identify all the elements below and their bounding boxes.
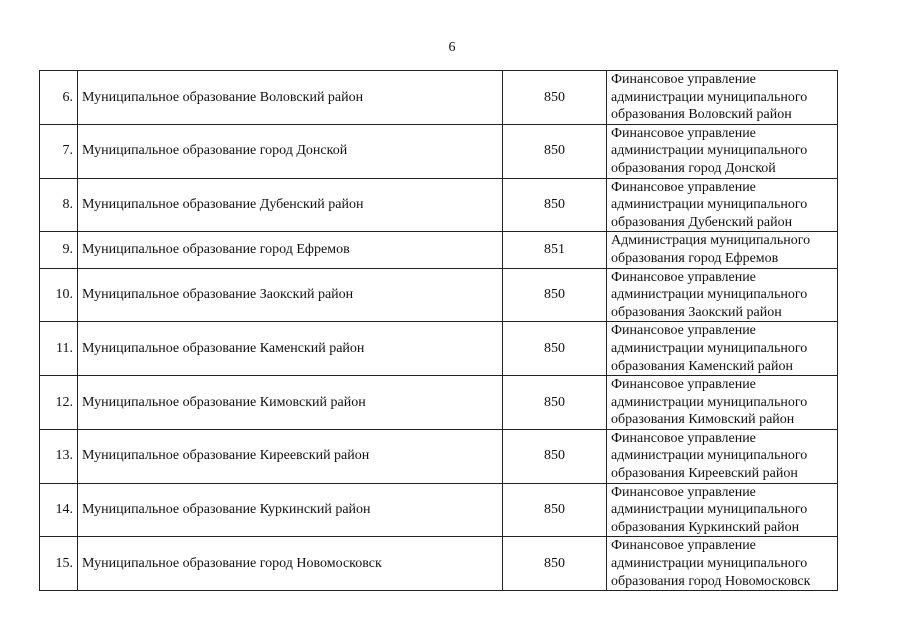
organization-line: образования город Новомосковск [611,573,811,589]
table-row [40,124,838,178]
table-body [40,71,838,591]
organization-line: администрации муниципального [611,197,808,213]
administrator-code: 850 [503,124,607,178]
row-number: 10. [40,268,78,322]
row-number: 11. [40,322,78,376]
administrator-code: 850 [503,483,607,537]
municipality-name: Муниципальное образование Каменский район [78,322,503,376]
organization-line: администрации муниципального [611,340,808,356]
organization-line: Финансовое управление [611,430,756,446]
administrator-code: 850 [503,71,607,125]
organization-line: Администрация муниципального [611,233,811,249]
organization-line: образования Заокский район [611,304,782,320]
page-number: 6 [448,40,456,55]
administrator-code: 850 [503,322,607,376]
administrator-organization [607,71,838,125]
organization-line: администрации муниципального [611,143,808,159]
administrator-code: 850 [503,178,607,232]
table-row [40,268,838,322]
table-row [40,71,838,125]
administrator-organization [607,376,838,430]
municipality-name: Муниципальное образование Куркинский район [78,483,503,537]
organization-line: образования город Донской [611,160,776,176]
municipality-name: Муниципальное образование Кимовский район [78,376,503,430]
organization-line: Финансовое управление [611,179,756,195]
organization-line: администрации муниципального [611,448,808,464]
organization-line: администрации муниципального [611,394,808,410]
organization-line: Финансовое управление [611,269,756,285]
organization-line: администрации муниципального [611,287,808,303]
organization-line: образования Дубенский район [611,214,793,230]
organization-line: Финансовое управление [611,538,756,554]
administrator-organization [607,429,838,483]
organization-line: образования Каменский район [611,358,793,374]
administrator-code: 850 [503,376,607,430]
row-number: 6. [40,71,78,125]
organization-line: Финансовое управление [611,377,756,393]
organization-line: администрации муниципального [611,502,808,518]
administrator-organization [607,537,838,591]
organization-line: Финансовое управление [611,484,756,500]
administrator-organization [607,232,838,268]
organization-line: администрации муниципального [611,556,808,572]
table-row [40,429,838,483]
organization-line: образования Киреевский район [611,466,798,482]
organization-line: Финансовое управление [611,72,756,87]
administrator-code: 850 [503,429,607,483]
administrator-organization [607,322,838,376]
row-number: 7. [40,124,78,178]
municipality-name: Муниципальное образование Дубенский район [78,178,503,232]
row-number: 12. [40,376,78,430]
row-number: 8. [40,178,78,232]
row-number: 14. [40,483,78,537]
organization-line: образования Воловский район [611,107,792,123]
organization-line: образования Куркинский район [611,519,800,535]
table-row [40,232,838,268]
organization-line: администрации муниципального [611,89,808,105]
organization-line: образования Кимовский район [611,412,795,428]
administrator-organization [607,124,838,178]
organization-line: Финансовое управление [611,323,756,339]
administrator-code: 851 [503,232,607,268]
table-row [40,537,838,591]
administrator-code: 850 [503,537,607,591]
row-number: 13. [40,429,78,483]
municipality-name: Муниципальное образование Воловский район [78,71,503,125]
municipalities-table [39,70,838,591]
administrator-code: 850 [503,268,607,322]
municipality-name: Муниципальное образование Киреевский район [78,429,503,483]
municipality-name: Муниципальное образование город Ефремов [78,232,503,268]
administrator-organization [607,268,838,322]
table-row [40,483,838,537]
administrator-organization [607,483,838,537]
table-row [40,322,838,376]
table-row [40,178,838,232]
row-number: 9. [40,232,78,268]
municipality-name: Муниципальное образование город Донской [78,124,503,178]
organization-line: Финансовое управление [611,125,756,141]
administrator-organization [607,178,838,232]
municipality-name: Муниципальное образование Заокский район [78,268,503,322]
row-number: 15. [40,537,78,591]
municipality-name: Муниципальное образование город Новомосковск [78,537,503,591]
table-row [40,376,838,430]
organization-line: образования город Ефремов [611,250,779,266]
